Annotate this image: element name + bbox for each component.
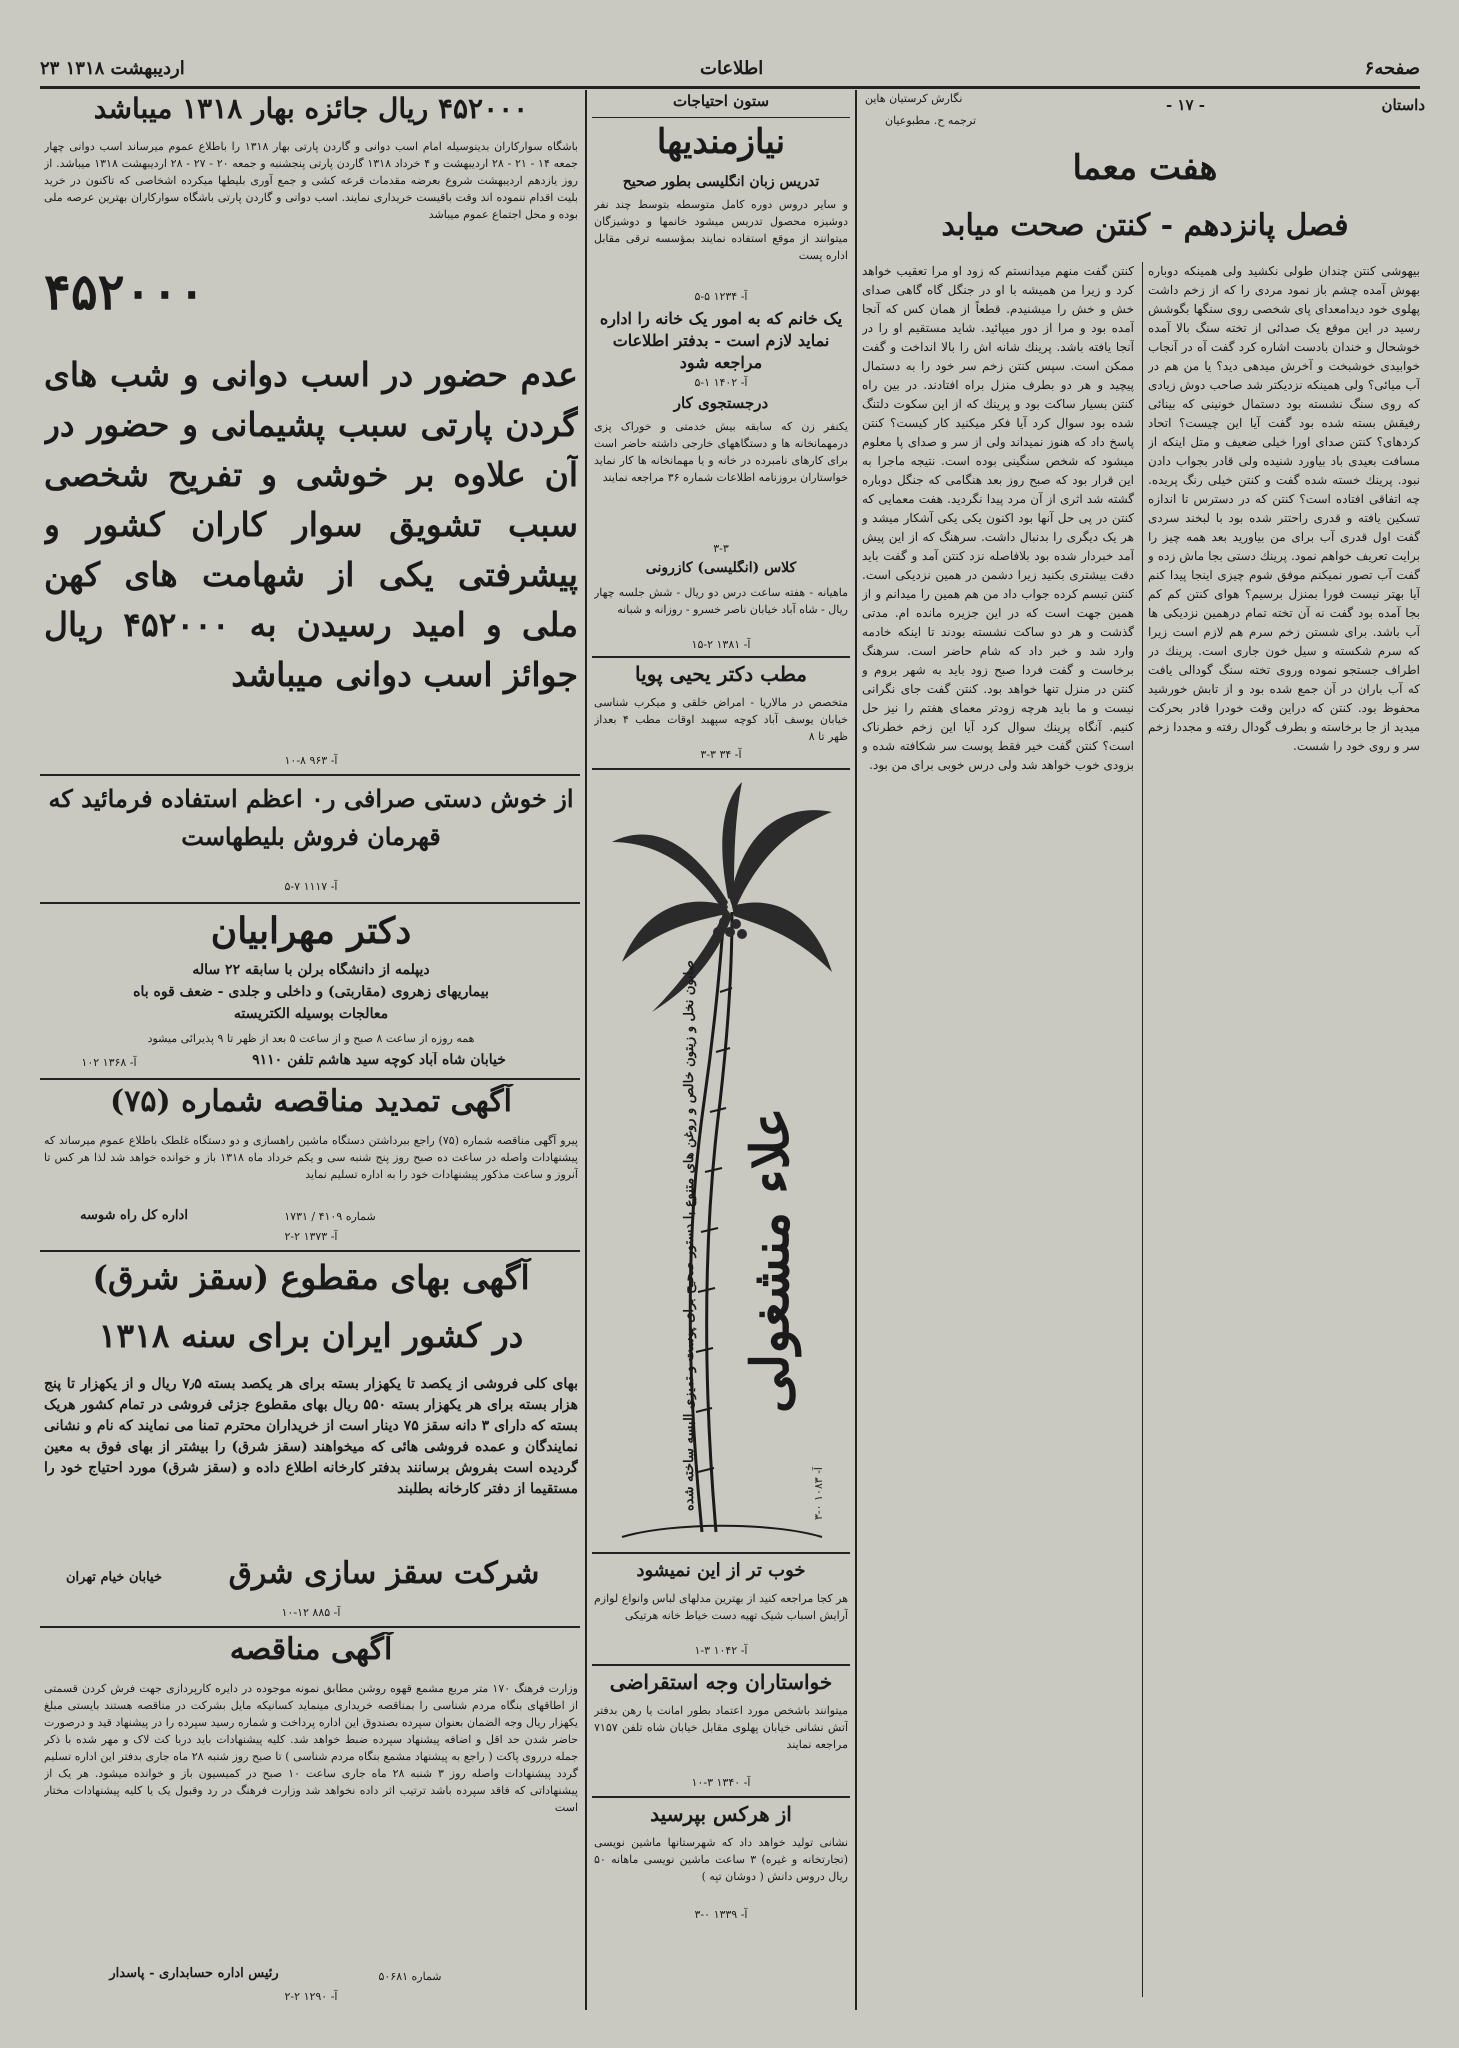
tender2-code: آ- ۱۲۹۰ ۲-۲: [284, 1990, 338, 2003]
doctor-code: آ- ۱۳۶۸ ۱۰۲: [81, 1056, 137, 1069]
ad-code: آ- ۱۲۳۴ ۵-۵: [694, 290, 748, 303]
story-author: نگارش کرستیان هاین: [865, 92, 963, 105]
vertical-ad-brand: علاء منشغولی: [740, 1107, 801, 1413]
cap-text: بهای کلی فروشی از یکصد تا یکهزار بسته برای هر یکصد بسته ۷٫۵ ریال و از یکهزار تا پنج هزار بسته برای هر یکهزار بسته ۵۵۰ ریال بهای مقطوع جزئی فروشی در تمام کشور هریک بسته که دارای ۳ دانه سقز ۷۵ دینار است از خریداران محترم تمنا می نمایند که نام و نشانی نمایندگان و عمده فروشی هائی که میخواهند (سقز شرق) را بیشتر از بهای فوق به معین گردیده است بفروش برسانند بدفتر کارخانه اطلاع داده و (سقز شرق) مورد احتیاج خود را مستقیما از دفتر کارخانه بطلبند: [44, 1376, 578, 1497]
ad-text: و سایر دروس دوره کامل متوسطه بتوسط چند نفر دوشیزه محصول تدریس میشود خانمها و دوشیزگان میتوانند از موقع استفاده نمایند بمؤسسه ترقی مقابل اداره پست: [594, 198, 848, 262]
tailor-code: آ- ۱۰۴۲ ۳-۱: [694, 1644, 748, 1657]
loan-text: میتوانند باشخص مورد اعتماد بطور امانت یا رهن بدفتر آتش نشانی خیابان پهلوی مقابل خیابان شاه تلفن ۷۱۵۷ مراجعه نمایند: [594, 1704, 848, 1751]
tender-reg: شماره ۴۱۰۹ / ۱۷۳۱: [284, 1210, 376, 1223]
tender-title: آگهی تمدید مناقصه شماره (۷۵): [110, 1084, 512, 1119]
cap-subtitle: در کشور ایران برای سنه ۱۳۱۸: [98, 1316, 524, 1355]
doctor-line: معالجات بوسیله الکتریسته: [233, 1006, 389, 1022]
story-chapter: فصل پانزدهم - کنتن صحت میابد: [941, 208, 1349, 243]
ad-code: ۳-۳: [713, 542, 729, 555]
typing-title: از هرکس بپرسید: [650, 1802, 792, 1826]
ad-code: آ- ۱۴۰۲ ۱-۵: [694, 376, 748, 389]
prize-text: باشگاه سوارکاران بدینوسیله امام اسب دوانی و گاردن پارتی بهار ۱۳۱۸ را باطلاع عموم میرساند اسب دوانی چهار جمعه ۱۴ - ۲۱ - ۲۸ اردیبهشت و ۴ خرداد ۱۳۱۸ گاردن پارتی پنجشنبه و جمعه ۲۰ - ۲۷ - ۲۸ اردیبهشت ۱۳۱۸ میباشد. از روز یازدهم اردیبهشت شروع بعرضه مقدمات قرعه کشی و جمع آوری بلیطها میکرده اشخاصی که تاکنون در خرید بلیت اقدام ننموده اند وقت باقیست خریداری نمایند. اسب دوانی و گاردن پارتی باشگاه سوارکاران بهترین عرصه ملی بوده و محل اجتماع عموم میباشد: [44, 140, 578, 221]
story-title: هفت معما: [1072, 148, 1218, 188]
column-divider: [585, 90, 587, 2010]
rule: [592, 768, 850, 770]
doctor-line: دیپلمه از دانشگاه برلن با سابقه ۲۲ ساله: [192, 962, 430, 978]
ad-title: کلاس (انگلیسی) کازرونی: [645, 560, 797, 576]
vertical-ad-text: صابون نخل و زیتون خالص و روغن های متنوع با دستور صحیح برای پوست و تمیزی البسه ساخته شده: [682, 960, 697, 1511]
rule: [592, 1664, 850, 1666]
ad-title: یک خانم که به امور یک خانه را اداره نماید لازم است - بدفتر اطلاعات مراجعه شود: [599, 309, 843, 372]
tender2-signature: رئیس اداره حسابداری - پاسدار: [109, 1966, 279, 1981]
prize-code: آ- ۹۶۳ ۸-۱۰: [284, 754, 338, 767]
rule: [592, 1552, 850, 1554]
tender-office: اداره کل راه شوسه: [80, 1208, 188, 1223]
vertical-ad-code: آ- ۱۰۸۳ ۰-۳: [812, 1467, 825, 1520]
tender2-text: وزارت فرهنگ ۱۷۰ متر مربع مشمع قهوه روشن مطابق نمونه موجوده در دایره کارپردازی جهت فرش کردن قسمتی از اطاقهای بنگاه مردم شناسی را بمناقصه خریداری مینماید کسانیکه مایل بشرکت در مناقصه هستند بایستی مبلغ یکهزار ریال وجه الضمان بعنوان سپرده بصندوق این اداره پرداخت و شماره رسید سپرده را در پیشنهاد قید و درصورت حاضر شدن حد اقل و اضافه پیشنهاد سپرده ضبط خواهد شد. کلیه پیشنهادات باید دربا کت لاک و مهر شده با ذکر جمله درروی پاکت ( راجع به پیشنهاد مشمع بنگاه مردم شناسی ) تا صبح روز شنبه ۲۸ ماه جاری بدفتر این اداره تسلیم گردد پیشنهادات واصله روز ۳ شنبه ۲۸ ماه جاری ساعت ۱۰ صبح در کمیسیون باز و خوانده میشود. هر یک از پیشنهاداتی که فاقد سپرده باشد ترتیب اثر داده نخواهد شد وزارت فرهنگ در رد وقبول یک یا کلیه پیشنهادات مختار است: [44, 1682, 578, 1814]
rule: [592, 117, 850, 118]
cap-code: آ- ۸۸۵ ۱۲-۱۰: [281, 1606, 341, 1619]
rule: [40, 1626, 580, 1628]
clinic-title: مطب دکتر یحیی پویا: [635, 662, 807, 686]
ad-text: ماهیانه - هفته ساعت درس دو ریال - شش جلسه چهار ریال - شاه آباد خیابان ناصر خسرو - روزانه و شبانه: [594, 586, 848, 616]
cap-title: آگهی بهای مقطوع (سقز شرق): [92, 1258, 530, 1297]
exchange-text: از خوش دستی صرافی ر۰ اعظم استفاده فرمائید که قهرمان فروش بلیطهاست: [48, 784, 574, 851]
prize-big-number: ۴۵۲۰۰۰: [44, 262, 206, 321]
clinic-text: متخصص در مالاریا - امراض خلقی و میکرب شناسی خیابان یوسف آباد کوچه سپهبد اوقات مطب ۴ بعداز ظهر تا ۸: [594, 696, 848, 743]
tailor-title: خوب تر از این نمیشود: [636, 1560, 806, 1581]
classifieds-column-title: ستون احتیاجات: [672, 92, 770, 110]
prize-headline: ۴۵۲۰۰۰ ریال جائزه بهار ۱۳۱۸ میباشد: [93, 92, 529, 125]
loan-title: خواستاران وجه استقراضی: [609, 1670, 833, 1694]
page-label: صفحه۶: [1364, 58, 1420, 79]
story-column-left: کنتن گفت منهم میدانستم که زود او مرا تعقیب خواهد کرد و زیرا من همیشه با او در جنگل گاه گاهی صدای خش و خش را میشنیدم. قطعاً از همان کس که آنجا آمده بود و مرا از دور میپائید. شاید مستقیم او را در آنجا یافته باشد. پرینك شانه اش را بالا انداخت و گفت ممکن است. سپس کنتن زخم سر خود را به دستمال پیچید و هر دو بطرف منزل براه افتادند. در بین راه کنتن بسیار ساکت بود و پرینك که از این سکوت دلتنگ شده بود سوال کرد آیا فکر میکنید کار کیست؟ کنتن پاسخ داد که هنوز نمیداند ولی از سر و صدای پا معلوم میشود که شخص سنگینی بوده است. نتیجه ماجرا به این قرار بود که صبح روز بعد هنگامی که جنگل دوباره گشته شد اثری از آن مرد پیدا نگردید. هفت معمایی که کنتن در پی حل آنها بود اکنون یکی یکی آشکار میشد و هر یک دیگری را بدنبال داشت. سرهنگ که از این پیش آمد خبردار شده بود بلافاصله نزد کنتن آمد و گفت باید دقت بیشتری بکنید زیرا دشمن در همین نزدیکی است. کنتن تبسم کرده جواب داد من هم همین را میدانم و از همین جهت است که در این جزیره مانده ام. مدتی گذشت و هر دو ساکت نشسته بودند تا اینکه خادمه وارد شد و خبر داد که شام حاضر است. سرهنگ برخاست و گفت فردا صبح زود باید به شهر بروم و کنتن در منزل تنها خواهد بود. کنتن گفت جای نگرانی نیست و ما باید هرچه زودتر معمای هفتم را نیز حل کنیم. آنگاه پرینك سوال کرد آیا این زخم خطرناک است؟ کنتن گفت خیر فقط پوست سر شکافته شده و بزودی خوب خواهد شد ولی درس خوبی برای من بود.: [862, 264, 1134, 772]
cap-company: شرکت سقز سازی شرق: [228, 1556, 540, 1591]
classifieds-section-title: نیازمندیها: [656, 122, 786, 162]
ad-text: یکنفر زن که سابقه بیش خدمتی و خوراک پزی درمهمانخانه ها و دستگاههای خارجی داشته حاضر است برای کارهای نامبرده در خانه و یا مهمانخانه ها کار نماید خواستاران بروزنامه اطلاعات شماره ۳۶ مراجعه نمایند: [594, 420, 848, 484]
doctor-hours: همه روزه از ساعت ۸ صبح و از ساعت ۵ بعد از ظهر تا ۹ پذیرائی میشود: [147, 1032, 475, 1045]
rule: [40, 902, 580, 904]
doctor-address: خیابان شاه آباد کوچه سید هاشم تلفن ۹۱۱۰: [252, 1052, 506, 1068]
tender-code: آ- ۱۳۷۳ ۲-۲: [284, 1230, 338, 1243]
tender-text: پیرو آگهی مناقصه شماره (۷۵) راجع ببرداشتن دستگاه ماشین راهسازی و دو دستگاه غلطک باطلاع عموم میرساند که پیشنهادات واصله در ساعت ده صبح روز پنج شنبه سی و یکم خرداد ماه ۱۳۱۸ باز و خوانده خواهد شد لذا هر کس تا آنروز و ساعت مذکور پیشنهادات خود را به اداره تسلیم نماید: [44, 1134, 578, 1181]
issue-date: ۲۳ اردیبهشت ۱۳۱۸: [40, 58, 185, 79]
prize-slogan: عدم حضور در اسب دوانی و شب های گردن پارتی سبب پشیمانی و حضور در آن علاوه بر خوشی و تفریح شخصی سبب تشویق سوار کاران کشور و پیشرفتی یکی از شهامت های کهن ملی و امید رسیدن به ۴۵۲۰۰۰ ریال جوائز اسب دوانی میباشد: [44, 355, 578, 694]
exchange-code: آ- ۱۱۱۷ ۷-۵: [284, 880, 338, 893]
story-column-right: بیهوشی کنتن چندان طولی نکشید ولی همینکه دوباره بهوش آمده چشم باز نمود مردی را که از زخم داشت پهلوی خود دیدامعدای پای شخصی روی سنگها بگوشش رسید در این موقع یک صدائی از تخته سنگ بالا آمده خوشحال و خندان بادست اشاره کرد گفت آه در آنجاب خوابیدی خوشبخت و آخرش میدهی دید؟ یا من هم در آب میائی؟ ولی همینکه نزدیکتر شد صاحب دوش زیادی که روی سنگ نشسته بود دستمال خونینی که بینائی رفیقش بسته شده بود گفت آیا این چیست؟ اتحاد کردهای؟ کنتن صدای اورا خیلی ضعیف و متل اینکه از مسافت بعیدی باد بیاورد شنیده ولی قادر بجواب دادن نبود. پرینك خسته شده گفت و کنتن خیلی رنگ پریده. چه اتفاقی افتاده است؟ کنتن که در دسترس تا اندازه تسکین یافته و قدری راحتتر شده بود با لبخند سردی گفت اول قدری آب برای من بیاورید بعد همه چیز را برایت تعریف خواهم نمود. پرینك دستی بجا ماش زده و گفت آب تصور نمیکنم موفق شوم چیزی اینجا پیدا کنم آیا بهتر نیست فورا بمنزل برسیم؟ هوای کنتن کم کم بجا آمده بود گفت نه آن تخته تمام درهمین نزدیکی ها آب باشد. برای شستن زخم سرم هم لازم است زیرا که سرم شکسته و سیل خون جاری است. پرینك در اطراف جستجو نموده وروی تخته سنگ گودالی یافت که آب باران در آن جمع شده بود و از تابش خورشید محفوظ بود. کنتن که دراین وقت خودرا قادر بحرکت میدید از جا برخاسته و بطرف گودال رفته و مجددا زخم سر و روی خود را شست.: [1148, 264, 1420, 753]
story-page-number: - ۱۷ -: [1165, 96, 1205, 114]
tender2-number: شماره ۵۰۶۸۱: [378, 1970, 442, 1983]
rule: [592, 1796, 850, 1798]
column-divider: [855, 90, 857, 2010]
clinic-code: آ- ۳۴ ۳-۳: [700, 748, 742, 761]
rule: [40, 774, 580, 776]
newspaper-name: اطلاعات: [700, 58, 764, 79]
doctor-line: بیماریهای زهروی (مقاربتی) و داخلی و جلدی - ضعف قوه باه: [133, 984, 489, 1000]
tailor-text: هر کجا مراجعه کنید از بهترین مدلهای لباس وانواع لوازم آرایش اسباب شیک تهیه دست خیاط خانه هرتیکی: [594, 1592, 848, 1622]
typing-text: نشانی تولید خواهد داد که شهرستانها ماشین نویسی (تجارتخانه و غیره) ۳ ساعت ماشین نویسی ماهانه ۵۰ ریال دروس دانش ( دوشان تپه ): [594, 1836, 848, 1883]
typing-code: آ- ۱۳۳۹ ۰-۳: [694, 1908, 748, 1921]
ad-title: درجستجوی کار: [673, 394, 769, 412]
page-header: [40, 58, 1420, 84]
ad-title: تدریس زبان انگلیسی بطور صحیح: [622, 174, 820, 190]
rule: [592, 656, 850, 658]
cap-address: خیابان خیام تهران: [65, 1570, 162, 1585]
story-header: [865, 92, 1425, 132]
rule: [40, 1078, 580, 1080]
story-column-divider: [1142, 262, 1143, 1997]
header-rule: [40, 86, 1420, 89]
section-label: داستان: [1381, 96, 1425, 114]
tender2-title: آگهی مناقصه: [229, 1632, 393, 1667]
ad-code: آ- ۱۳۸۱ ۲-۱۵: [691, 638, 751, 651]
doctor-name: دکتر مهرابیان: [210, 910, 412, 952]
story-translator: ترجمه ح. مطبوعیان: [885, 114, 977, 127]
rule: [40, 1250, 580, 1252]
loan-code: آ- ۱۳۴۰ ۳-۱۰: [691, 1776, 751, 1789]
